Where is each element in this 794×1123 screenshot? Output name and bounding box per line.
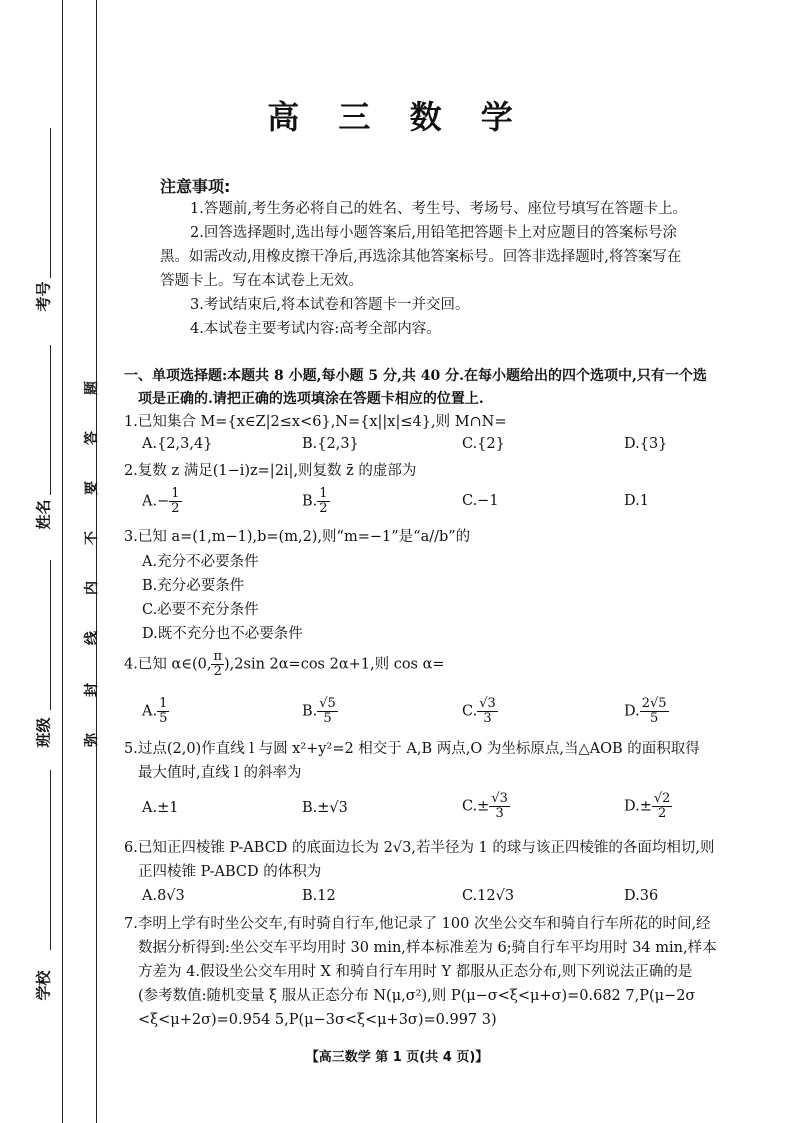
page-title: 高 三 数 学: [267, 98, 527, 136]
binding-line-inner: [96, 0, 97, 1123]
q3-option-b: B.充分必要条件: [142, 578, 245, 594]
section-header: 一、单项选择题:本题共 8 小题,每小题 5 分,共 40 分.在每小题给出的四个选项中,只有一个选: [124, 368, 707, 384]
q2-b-prefix: B.: [302, 493, 318, 510]
question-7-stem-cont: (参考数值:随机变量 ξ 服从正态分布 N(μ,σ²),则 P(μ−σ<ξ<μ+σ)=0.682 7,P(μ−2σ: [138, 988, 696, 1004]
seal-char: 内: [84, 581, 100, 595]
q4-option-b: [302, 697, 338, 726]
question-4-stem: [124, 650, 445, 679]
question-7-stem-cont: 方差为 4.假设坐公交车用时 X 和骑自行车用时 Y 都服从正态分布,则下列说法正确的是: [138, 964, 693, 980]
frac-den: 2: [171, 501, 180, 516]
q4-b-prefix: B.: [302, 703, 318, 720]
q4-a-prefix: A.: [142, 703, 158, 720]
binding-line-outer: [62, 0, 63, 1123]
q5-option-c: [462, 792, 510, 821]
frac-den: 3: [495, 806, 504, 821]
q6-option-b: B.12: [302, 888, 336, 904]
seal-char: 要: [84, 481, 100, 495]
q5-d-fraction: [652, 792, 673, 821]
side-label-xuexiao: 学校: [34, 970, 53, 1001]
question-6-stem-cont: 正四棱锥 P-ABCD 的体积为: [138, 864, 322, 880]
side-label-banji: 班级: [34, 717, 53, 748]
q3-option-a: A.充分不必要条件: [142, 554, 259, 570]
frac-den: 3: [483, 711, 492, 726]
q5-option-a: A.±1: [142, 800, 179, 816]
q4-stem-fraction: [211, 650, 224, 679]
question-7-stem-cont: 数据分析得到:坐公交车平均用时 30 min,样本标准差为 6;骑自行车平均用时 34 min,样本: [138, 940, 717, 956]
frac-num: √5: [319, 696, 336, 711]
frac-den: 2: [213, 664, 222, 679]
q2-a-prefix: A.−: [142, 493, 170, 510]
q6-option-d: D.36: [624, 888, 659, 904]
q2-option-a: [142, 487, 182, 516]
page-footer: 【高三数学 第 1 页(共 4 页)】: [305, 1050, 489, 1065]
frac-num: √2: [653, 791, 671, 806]
q4-option-a: [142, 697, 169, 726]
question-2-stem: 2.复数 z 满足(1−i)z=|2i|,则复数 z̄ 的虚部为: [124, 463, 417, 479]
frac-num: π: [213, 649, 223, 664]
q4-c-fraction: [477, 697, 498, 726]
seal-char: 线: [84, 631, 100, 645]
note-line: 答题卡上。写在本试卷上无效。: [160, 273, 363, 289]
q4-a-fraction: [157, 697, 169, 726]
q4-option-d: [624, 697, 669, 726]
seal-char: 不: [84, 531, 100, 545]
note-line: 3.考试结束后,将本试卷和答题卡一并交回。: [190, 297, 470, 313]
q2-a-fraction: [169, 487, 181, 516]
seal-char: 封: [84, 683, 100, 697]
frac-num: 2√5: [641, 696, 667, 711]
q1-option-b: B.{2,3}: [302, 436, 359, 452]
q2-option-b: [302, 487, 330, 516]
note-line: 4.本试卷主要考试内容:高考全部内容。: [190, 321, 441, 337]
q2-b-fraction: [317, 487, 329, 516]
q5-c-prefix: C.±: [462, 798, 490, 815]
frac-den: 2: [319, 501, 328, 516]
frac-den: 2: [658, 806, 667, 821]
frac-num: 1: [171, 486, 180, 501]
q1-option-d: D.{3}: [624, 436, 668, 452]
question-7-stem-cont: <ξ<μ+2σ)=0.954 5,P(μ−3σ<ξ<μ+3σ)=0.997 3): [138, 1012, 497, 1028]
q4-option-c: [462, 697, 498, 726]
question-5-stem: 5.过点(2,0)作直线 l 与圆 x²+y²=2 相交于 A,B 两点,O 为坐标原点,当△AOB 的面积取得: [124, 741, 700, 757]
banji-underline: [50, 560, 51, 710]
q3-option-d: D.既不充分也不必要条件: [142, 626, 303, 642]
frac-den: 5: [649, 711, 659, 726]
section-header: 项是正确的.请把正确的选项填涂在答题卡相应的位置上.: [138, 391, 484, 407]
question-5-stem-cont: 最大值时,直线 l 的斜率为: [138, 765, 302, 781]
q4-b-fraction: [317, 697, 338, 726]
frac-num: √3: [491, 791, 508, 806]
seal-char: 弥: [84, 733, 100, 747]
seal-char: 题: [84, 381, 100, 395]
note-line: 2.回答选择题时,选出每小题答案后,用铅笔把答题卡上对应题目的答案标号涂: [190, 225, 678, 241]
q1-option-c: C.{2}: [462, 436, 505, 452]
q6-option-c: C.12√3: [462, 888, 515, 904]
q6-option-a: A.8√3: [142, 888, 185, 904]
xuexiao-underline: [50, 770, 51, 950]
note-line: 1.答题前,考生务必将自己的姓名、考生号、考场号、座位号填写在答题卡上。: [190, 201, 687, 217]
q4-stem-pre: 4.已知 α∈(0,: [124, 656, 212, 673]
q5-c-fraction: [489, 792, 510, 821]
frac-den: 5: [323, 711, 332, 726]
question-1-stem: 1.已知集合 M={x∈Z|2≤x<6},N={x||x|≤4},则 M∩N=: [124, 414, 507, 430]
q2-option-c: C.−1: [462, 493, 499, 509]
question-3-stem: 3.已知 a=(1,m−1),b=(m,2),则“m=−1”是“a//b”的: [124, 529, 471, 545]
question-6-stem: 6.已知正四棱锥 P-ABCD 的底面边长为 2√3,若半径为 1 的球与该正四棱锥的各面均相切,则: [124, 840, 715, 856]
q2-option-d: D.1: [624, 493, 649, 509]
q5-option-d: [624, 792, 672, 821]
frac-num: 1: [159, 696, 168, 711]
frac-den: 5: [159, 711, 168, 726]
q4-c-prefix: C.: [462, 703, 478, 720]
side-label-xingming: 姓名: [34, 499, 53, 530]
q4-d-prefix: D.: [624, 703, 640, 720]
kaohao-underline: [50, 128, 51, 278]
question-7-stem: 7.李明上学有时坐公交车,有时骑自行车,他记录了 100 次坐公交车和骑自行车所花的时间,经: [124, 916, 711, 932]
side-label-kaohao: 考号: [34, 281, 53, 312]
frac-num: 1: [319, 486, 328, 501]
note-line: 黑。如需改动,用橡皮擦干净后,再选涂其他答案标号。回答非选择题时,将答案写在: [160, 249, 682, 265]
q5-d-prefix: D.±: [624, 798, 652, 815]
notes-heading: 注意事项:: [160, 177, 231, 196]
frac-num: √3: [479, 696, 496, 711]
xingming-underline: [50, 345, 51, 495]
q5-option-b: B.±√3: [302, 800, 348, 816]
q4-d-fraction: [640, 697, 669, 726]
q1-option-a: A.{2,3,4}: [142, 436, 213, 452]
q4-stem-post: ),2sin 2α=cos 2α+1,则 cos α=: [224, 656, 445, 673]
seal-char: 答: [84, 431, 100, 445]
q3-option-c: C.必要不充分条件: [142, 602, 259, 618]
